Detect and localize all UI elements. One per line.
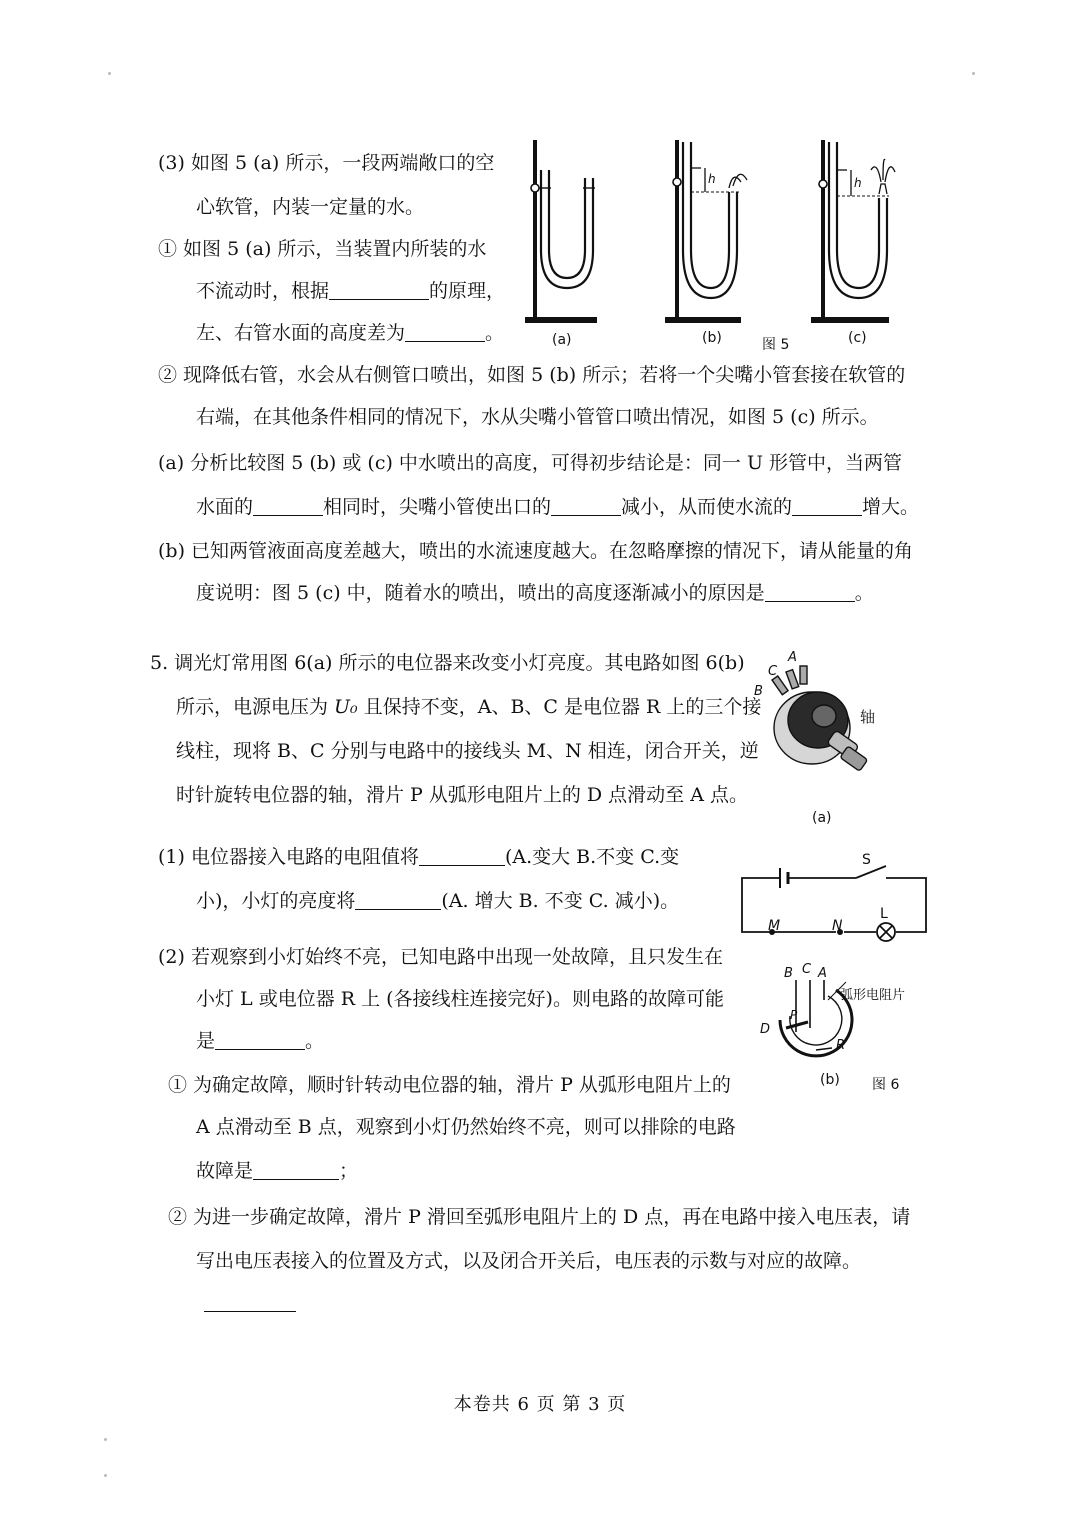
text: (A. 增大 B. 不变 C. 减小)。 [441, 890, 680, 912]
q4-3-b-line1: (b) 已知两管液面高度差越大，喷出的水流速度越大。在忽略摩擦的情况下，请从能量的角 [158, 540, 914, 562]
text: (1) 电位器接入电路的电阻值将 [158, 846, 419, 868]
page-footer: 本卷共 6 页 第 3 页 [453, 1394, 627, 1415]
fig6b-node-m: M [768, 918, 781, 934]
fig6b-point-p: P [790, 1008, 798, 1022]
answer-blank[interactable] [253, 1159, 339, 1180]
q5-2-line1: (2) 若观察到小灯始终不亮，已知电路中出现一处故障，且只发生在 [158, 946, 723, 968]
text: 所示，电源电压为 [176, 696, 335, 718]
fig5-caption: 图 5 [762, 337, 790, 353]
scan-speck [972, 72, 975, 75]
fig6a-shaft-label: 轴 [860, 708, 876, 726]
fig6-caption: 图 6 [872, 1077, 900, 1093]
fig6b-point-c: C [802, 962, 812, 977]
q5-1-line2 [196, 888, 679, 914]
answer-blank[interactable] [329, 279, 429, 300]
fig6b-lamp-label: L [880, 906, 888, 922]
answer-blank[interactable] [551, 495, 621, 516]
fig6b-switch-label: S [862, 852, 871, 868]
text: (A.变大 B.不变 C.变 [504, 846, 680, 868]
fig6-label-b: (b) [820, 1072, 840, 1088]
fig5-label-b: (b) [702, 330, 722, 346]
fig6a-terminal-c: C [768, 664, 778, 679]
answer-blank[interactable] [419, 845, 505, 866]
text: 。 [854, 582, 874, 604]
text: 不流动时，根据 [196, 280, 330, 302]
fig6b-point-r: R [836, 1038, 846, 1053]
figure-5-u-tubes [505, 130, 935, 360]
answer-blank[interactable] [204, 1291, 296, 1312]
fig6a-terminal-b: B [754, 684, 763, 699]
text: 。 [305, 1030, 325, 1052]
fig6b-arc-label: 弧形电阻片 [840, 988, 906, 1003]
q5-2-line3 [196, 1028, 324, 1054]
text: 且保持不变，A、B、C 是电位器 R 上的三个接 [357, 696, 762, 718]
q5-2-check2-line2: 写出电压表接入的位置及方式，以及闭合开关后，电压表的示数与对应的故障。 [196, 1250, 862, 1272]
q5-stem-line3: 线柱，现将 B、C 分别与电路中的接线头 M、N 相连，闭合开关，逆 [176, 740, 759, 762]
q4-3-a-line1: (a) 分析比较图 5 (b) 或 (c) 中水喷出的高度，可得初步结论是：同一 U 形管中，当两管 [158, 452, 903, 474]
fig6-label-a: (a) [812, 810, 832, 826]
q4-3-intro-line2: 心软管，内装一定量的水。 [196, 196, 425, 218]
text: 是 [196, 1030, 216, 1052]
text: 相同时，尖嘴小管使出口的 [323, 496, 552, 518]
q5-stem-line1: 5. 调光灯常用图 6(a) 所示的电位器来改变小灯亮度。其电路如图 6(b) [150, 652, 745, 674]
voltage-symbol: U₀ [334, 696, 358, 718]
q4-3-step2-line2: 右端，在其他条件相同的情况下，水从尖嘴小管管口喷出情况，如图 5 (c) 所示。 [196, 406, 879, 428]
scan-speck [108, 72, 111, 75]
q5-2-check2-answer-line [204, 1290, 296, 1316]
q5-stem-line2 [176, 694, 761, 720]
text: ； [339, 1160, 359, 1182]
q5-2-check2-line1: ② 为进一步确定故障，滑片 P 滑回至弧形电阻片上的 D 点，再在电路中接入电压表，请 [168, 1206, 911, 1228]
fig6b-point-b: B [784, 966, 793, 981]
q5-2-check1-line2: A 点滑动至 B 点，观察到小灯仍然始终不亮，则可以排除的电路 [196, 1116, 736, 1138]
scan-speck [104, 1438, 107, 1441]
q5-2-check1-line1: ① 为确定故障，顺时针转动电位器的轴，滑片 P 从弧形电阻片上的 [168, 1074, 731, 1096]
text: 小)，小灯的亮度将 [196, 890, 356, 912]
text: 左、右管水面的高度差为 [196, 322, 406, 344]
answer-blank[interactable] [253, 495, 323, 516]
answer-blank[interactable] [215, 1029, 305, 1050]
answer-blank[interactable] [765, 581, 855, 602]
q5-1-line1 [158, 844, 679, 870]
q4-3-step1-line3 [196, 320, 504, 346]
fig5-h-label-b: h [708, 172, 716, 186]
figure-6b-circuit [736, 850, 936, 1070]
fig5-h-label-c: h [854, 176, 862, 190]
fig5-label-c: (c) [848, 330, 867, 346]
text: 减小，从而使水流的 [621, 496, 793, 518]
scan-speck [104, 1474, 107, 1477]
q4-3-intro-line1: (3) 如图 5 (a) 所示，一段两端敞口的空 [158, 152, 495, 174]
text: 。 [485, 322, 505, 344]
text: 增大。 [862, 496, 920, 518]
text: 度说明：图 5 (c) 中，随着水的喷出，喷出的高度逐渐减小的原因是 [196, 582, 765, 604]
q4-3-b-line2 [196, 580, 874, 606]
q5-2-check1-line3 [196, 1158, 358, 1184]
text: 的原理， [429, 280, 506, 302]
fig6b-node-n: N [832, 918, 843, 934]
answer-blank[interactable] [792, 495, 862, 516]
q4-3-a-line2 [196, 494, 919, 520]
q4-3-step1-line1: ① 如图 5 (a) 所示，当装置内所装的水 [158, 238, 487, 260]
text: 水面的 [196, 496, 254, 518]
fig5-label-a: (a) [552, 332, 572, 348]
fig6b-point-d: D [760, 1022, 771, 1037]
fig6b-point-a: A [818, 966, 827, 981]
answer-blank[interactable] [355, 889, 441, 910]
q5-2-line2: 小灯 L 或电位器 R 上 (各接线柱连接完好)。则电路的故障可能 [196, 988, 724, 1010]
answer-blank[interactable] [405, 321, 485, 342]
q5-stem-line4: 时针旋转电位器的轴，滑片 P 从弧形电阻片上的 D 点滑动至 A 点。 [176, 784, 748, 806]
q4-3-step1-line2 [196, 278, 505, 304]
text: 故障是 [196, 1160, 254, 1182]
q4-3-step2-line1: ② 现降低右管，水会从右侧管口喷出，如图 5 (b) 所示；若将一个尖嘴小管套接在软管的 [158, 364, 906, 386]
fig6a-terminal-a: A [788, 650, 797, 665]
